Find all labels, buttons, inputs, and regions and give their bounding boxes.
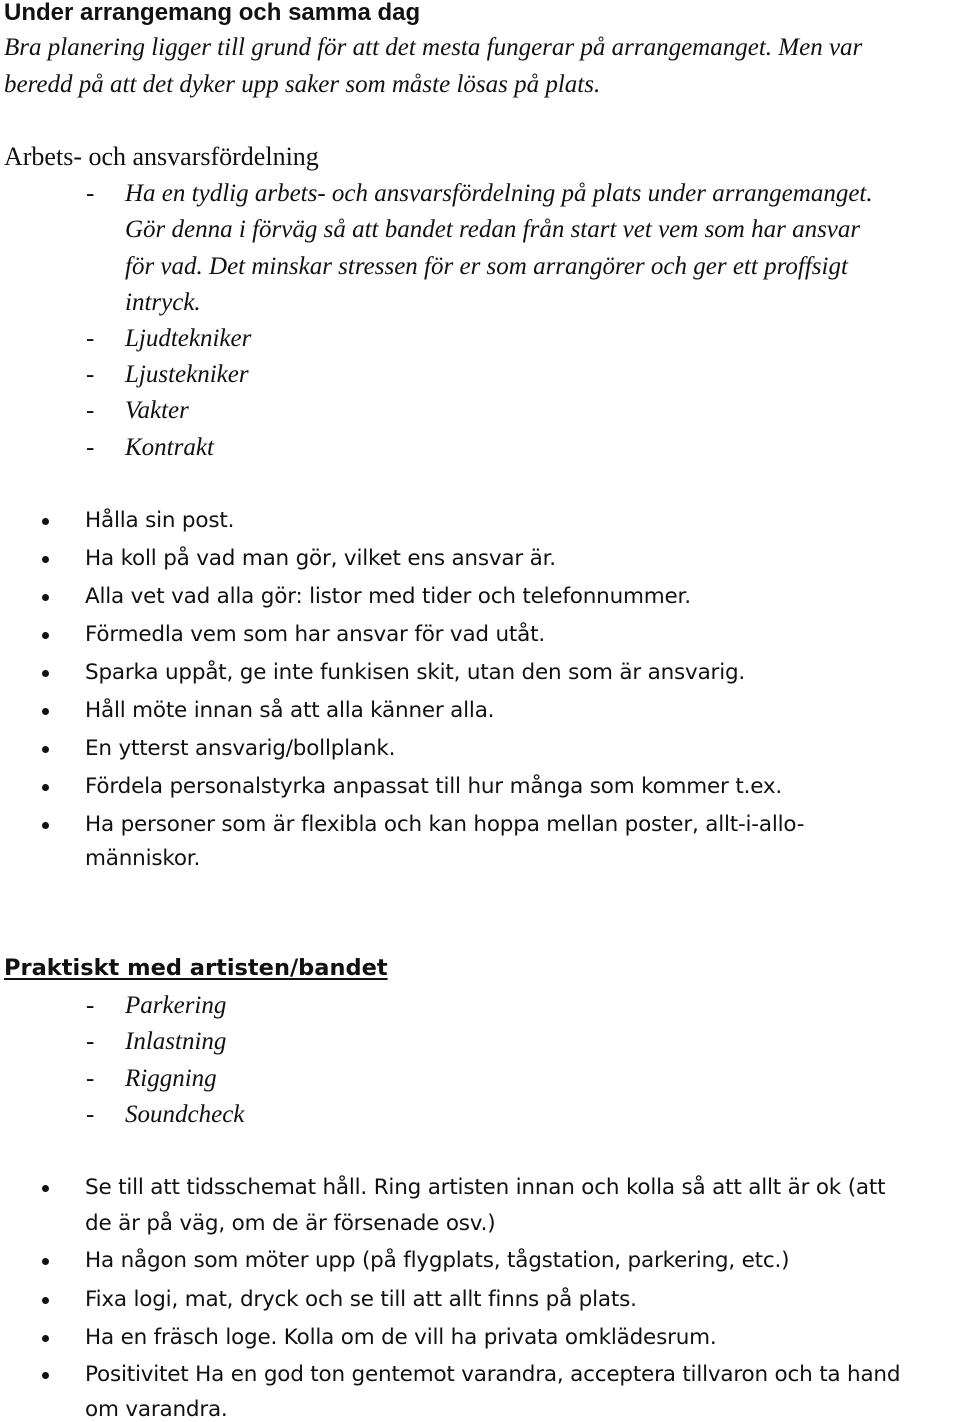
- intro-line-2: beredd på att det dyker upp saker som måste lösas på plats.: [4, 71, 601, 98]
- dash-item-vakter: Vakter: [125, 397, 189, 424]
- section-heading-praktiskt-med-artisten: Praktiskt med artisten/bandet: [4, 955, 388, 981]
- dash-item-riggning: Riggning: [125, 1065, 217, 1092]
- bullet-item: Fördela personalstyrka anpassat till hur många som kommer t.ex.: [85, 774, 783, 799]
- bullet-dot: [42, 1372, 49, 1379]
- dash-marker: -: [86, 434, 95, 461]
- dash-marker: -: [86, 1028, 95, 1055]
- bullet-item: Sparka uppåt, ge inte funkisen skit, utan den som är ansvarig.: [85, 660, 746, 685]
- bullet-item: Se till att tidsschemat håll. Ring artisten innan och kolla så att allt är ok (att: [85, 1175, 886, 1200]
- dash-marker: -: [86, 992, 95, 1019]
- bullet-item-continuation: de är på väg, om de är försenade osv.): [85, 1211, 496, 1236]
- dash-item-inlastning: Inlastning: [125, 1028, 227, 1055]
- bullet-dot: [42, 518, 49, 525]
- bullet-item: Ha koll på vad man gör, vilket ens ansvar är.: [85, 546, 556, 571]
- bullet-dot: [42, 1297, 49, 1304]
- bullet-dot: [42, 1335, 49, 1342]
- dash-item-ljustekniker: Ljustekniker: [125, 361, 249, 388]
- dash-marker: -: [86, 397, 95, 424]
- section-heading-arbets-och-ansvarsfordelning: Arbets- och ansvarsfördelning: [4, 142, 319, 171]
- bullet-item: Ha personer som är flexibla och kan hoppa mellan poster, allt-i-allo-: [85, 812, 805, 837]
- bullet-item: Håll möte innan så att alla känner alla.: [85, 698, 495, 723]
- bullet-dot: [42, 1258, 49, 1265]
- intro-line-1: Bra planering ligger till grund för att det mesta fungerar på arrangemanget. Men var: [4, 34, 863, 61]
- bullet-item: Alla vet vad alla gör: listor med tider och telefonnummer.: [85, 584, 691, 609]
- dash-item-ljudtekniker: Ljudtekniker: [125, 325, 252, 352]
- dash-item-line: intryck.: [125, 289, 201, 316]
- bullet-item: Förmedla vem som har ansvar för vad utåt.: [85, 622, 546, 647]
- dash-marker: -: [86, 1065, 95, 1092]
- dash-marker: -: [86, 180, 95, 207]
- dash-item-parkering: Parkering: [125, 992, 227, 1019]
- dash-item-line: Ha en tydlig arbets- och ansvarsfördelning på plats under arrangemanget.: [125, 180, 873, 207]
- bullet-dot: [42, 1185, 49, 1192]
- bullet-dot: [42, 784, 49, 791]
- dash-item-soundcheck: Soundcheck: [125, 1101, 245, 1128]
- bullet-item: Hålla sin post.: [85, 508, 235, 533]
- bullet-item-continuation: om varandra.: [85, 1397, 228, 1422]
- bullet-dot: [42, 708, 49, 715]
- dash-item-line: för vad. Det minskar stressen för er som arrangörer och ger ett proffsigt: [125, 253, 848, 280]
- dash-marker: -: [86, 325, 95, 352]
- dash-item-line: Gör denna i förväg så att bandet redan från start vet vem som har ansvar: [125, 216, 861, 243]
- dash-marker: -: [86, 1101, 95, 1128]
- dash-item-kontrakt: Kontrakt: [125, 434, 214, 461]
- bullet-dot: [42, 632, 49, 639]
- bullet-item: Fixa logi, mat, dryck och se till att allt finns på plats.: [85, 1287, 637, 1312]
- bullet-item: Positivitet Ha en god ton gentemot varandra, acceptera tillvaron och ta hand: [85, 1362, 901, 1387]
- bullet-item: Ha en fräsch loge. Kolla om de vill ha privata omklädesrum.: [85, 1325, 717, 1350]
- bullet-dot: [42, 822, 49, 829]
- bullet-dot: [42, 594, 49, 601]
- section-heading-under-arrangemang: Under arrangemang och samma dag: [4, 0, 421, 26]
- bullet-dot: [42, 746, 49, 753]
- dash-marker: -: [86, 361, 95, 388]
- bullet-dot: [42, 670, 49, 677]
- bullet-item: Ha någon som möter upp (på flygplats, tågstation, parkering, etc.): [85, 1248, 790, 1273]
- bullet-dot: [42, 556, 49, 563]
- bullet-item-continuation: människor.: [85, 846, 201, 871]
- bullet-item: En ytterst ansvarig/bollplank.: [85, 736, 396, 761]
